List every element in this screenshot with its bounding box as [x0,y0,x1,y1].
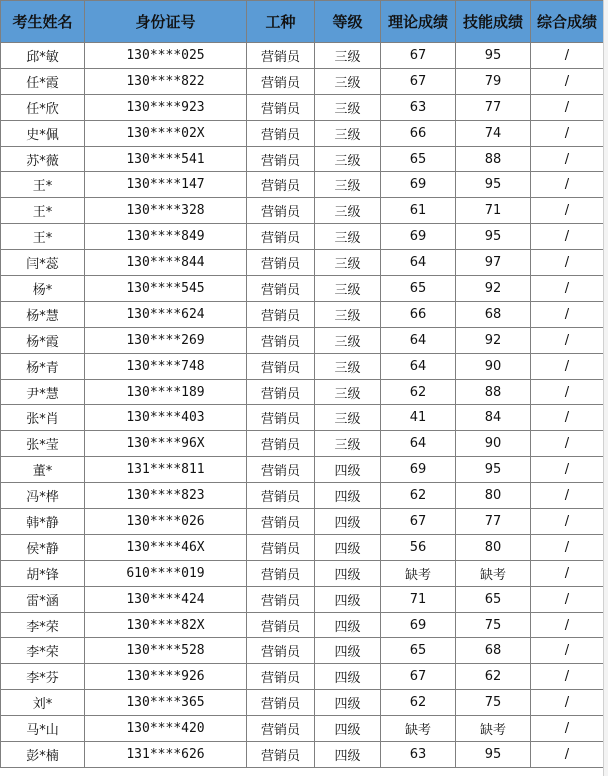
cell-level[interactable]: 四级 [315,638,381,664]
cell-overall-score[interactable]: / [531,120,604,146]
cell-skill-score[interactable]: 62 [456,664,531,690]
cell-name[interactable]: 史*佩 [1,120,85,146]
cell-job-type[interactable]: 营销员 [247,638,315,664]
cell-job-type[interactable]: 营销员 [247,509,315,535]
cell-name[interactable]: 杨*霞 [1,327,85,353]
cell-id-number[interactable]: 130****025 [85,43,247,69]
cell-name[interactable]: 张*莹 [1,431,85,457]
cell-id-number[interactable]: 130****849 [85,224,247,250]
cell-skill-score[interactable]: 97 [456,250,531,276]
cell-name[interactable]: 李*芬 [1,664,85,690]
cell-name[interactable]: 王* [1,224,85,250]
cell-name[interactable]: 尹*慧 [1,379,85,405]
table-row [1,198,604,224]
cell-name[interactable]: 王* [1,198,85,224]
cell-level[interactable]: 三级 [315,198,381,224]
table-row [1,664,604,690]
cell-level[interactable]: 三级 [315,146,381,172]
table-row [1,509,604,535]
cell-level[interactable]: 三级 [315,405,381,431]
cell-id-number[interactable]: 130****545 [85,276,247,302]
cell-level[interactable]: 三级 [315,379,381,405]
cell-overall-score[interactable]: / [531,353,604,379]
cell-name[interactable]: 胡*锋 [1,560,85,586]
cell-theory-score[interactable]: 64 [381,353,456,379]
table-row [1,638,604,664]
cell-job-type[interactable]: 营销员 [247,224,315,250]
table-body [1,43,604,768]
cell-theory-score[interactable]: 缺考 [381,716,456,742]
cell-id-number[interactable]: 130****96X [85,431,247,457]
table-row [1,431,604,457]
cell-theory-score[interactable]: 65 [381,638,456,664]
cell-skill-score[interactable]: 95 [456,43,531,69]
cell-name[interactable]: 王* [1,172,85,198]
cell-job-type[interactable]: 营销员 [247,94,315,120]
cell-level[interactable]: 四级 [315,664,381,690]
cell-level[interactable]: 四级 [315,586,381,612]
cell-level[interactable]: 三级 [315,353,381,379]
cell-level[interactable]: 四级 [315,457,381,483]
cell-id-number[interactable]: 130****82X [85,612,247,638]
cell-id-number[interactable]: 130****624 [85,301,247,327]
table-row [1,353,604,379]
cell-name[interactable]: 韩*静 [1,509,85,535]
cell-overall-score[interactable]: / [531,43,604,69]
cell-job-type[interactable]: 营销员 [247,690,315,716]
cell-theory-score[interactable]: 69 [381,224,456,250]
cell-skill-score[interactable]: 88 [456,379,531,405]
cell-overall-score[interactable]: / [531,198,604,224]
cell-skill-score[interactable]: 80 [456,534,531,560]
cell-name[interactable]: 杨*青 [1,353,85,379]
table-row [1,405,604,431]
cell-name[interactable]: 邱*敏 [1,43,85,69]
cell-level[interactable]: 四级 [315,560,381,586]
cell-overall-score[interactable]: / [531,664,604,690]
cell-job-type[interactable]: 营销员 [247,276,315,302]
cell-job-type[interactable]: 营销员 [247,172,315,198]
cell-level[interactable]: 四级 [315,509,381,535]
cell-id-number[interactable]: 130****02X [85,120,247,146]
cell-level[interactable]: 四级 [315,690,381,716]
header-skill-score[interactable]: 技能成绩 [456,1,531,43]
table-row [1,68,604,94]
cell-job-type[interactable]: 营销员 [247,742,315,768]
cell-skill-score[interactable]: 92 [456,327,531,353]
cell-overall-score[interactable]: / [531,68,604,94]
table-row [1,690,604,716]
cell-overall-score[interactable]: / [531,146,604,172]
cell-level[interactable]: 三级 [315,276,381,302]
cell-name[interactable]: 苏*薇 [1,146,85,172]
header-name[interactable]: 考生姓名 [1,1,85,43]
cell-name[interactable]: 彭*楠 [1,742,85,768]
cell-name[interactable]: 侯*静 [1,534,85,560]
header-overall-score[interactable]: 综合成绩 [531,1,604,43]
cell-theory-score[interactable]: 缺考 [381,560,456,586]
cell-level[interactable]: 三级 [315,94,381,120]
cell-id-number[interactable]: 130****541 [85,146,247,172]
cell-skill-score[interactable]: 77 [456,94,531,120]
cell-id-number[interactable]: 610****019 [85,560,247,586]
cell-overall-score[interactable]: / [531,560,604,586]
cell-overall-score[interactable]: / [531,172,604,198]
cell-job-type[interactable]: 营销员 [247,198,315,224]
cell-job-type[interactable]: 营销员 [247,43,315,69]
cell-job-type[interactable]: 营销员 [247,327,315,353]
cell-job-type[interactable]: 营销员 [247,457,315,483]
cell-level[interactable]: 四级 [315,534,381,560]
table-row [1,379,604,405]
cell-id-number[interactable]: 130****365 [85,690,247,716]
cell-id-number[interactable]: 130****926 [85,664,247,690]
cell-job-type[interactable]: 营销员 [247,716,315,742]
cell-id-number[interactable]: 130****46X [85,534,247,560]
cell-theory-score[interactable]: 41 [381,405,456,431]
cell-id-number[interactable]: 130****748 [85,353,247,379]
cell-name[interactable]: 任*霞 [1,68,85,94]
cell-name[interactable]: 张*肖 [1,405,85,431]
cell-level[interactable]: 三级 [315,301,381,327]
cell-skill-score[interactable]: 缺考 [456,560,531,586]
cell-id-number[interactable]: 131****811 [85,457,247,483]
cell-job-type[interactable]: 营销员 [247,612,315,638]
table-row [1,586,604,612]
cell-theory-score[interactable]: 69 [381,457,456,483]
cell-skill-score[interactable]: 84 [456,405,531,431]
cell-skill-score[interactable]: 缺考 [456,716,531,742]
cell-job-type[interactable]: 营销员 [247,120,315,146]
table-row [1,457,604,483]
cell-level[interactable]: 三级 [315,327,381,353]
table-row [1,224,604,250]
cell-overall-score[interactable]: / [531,457,604,483]
cell-level[interactable]: 四级 [315,483,381,509]
table-row [1,94,604,120]
cell-name[interactable]: 马*山 [1,716,85,742]
cell-skill-score[interactable]: 90 [456,353,531,379]
cell-name[interactable]: 任*欣 [1,94,85,120]
cell-name[interactable]: 雷*涵 [1,586,85,612]
table-row [1,534,604,560]
cell-job-type[interactable]: 营销员 [247,586,315,612]
cell-name[interactable]: 李*荣 [1,612,85,638]
cell-theory-score[interactable]: 69 [381,612,456,638]
cell-overall-score[interactable]: / [531,276,604,302]
cell-id-number[interactable]: 130****823 [85,483,247,509]
table-row [1,146,604,172]
cell-id-number[interactable]: 130****844 [85,250,247,276]
cell-overall-score[interactable]: / [531,690,604,716]
cell-level[interactable]: 三级 [315,431,381,457]
table-row [1,560,604,586]
cell-skill-score[interactable]: 75 [456,690,531,716]
cell-name[interactable]: 杨* [1,276,85,302]
cell-skill-score[interactable]: 65 [456,586,531,612]
cell-skill-score[interactable]: 79 [456,68,531,94]
cell-skill-score[interactable]: 95 [456,172,531,198]
cell-theory-score[interactable]: 62 [381,690,456,716]
cell-overall-score[interactable]: / [531,716,604,742]
cell-name[interactable]: 闫*蕊 [1,250,85,276]
cell-theory-score[interactable]: 62 [381,483,456,509]
table-row [1,172,604,198]
table-row [1,276,604,302]
cell-overall-score[interactable]: / [531,94,604,120]
cell-overall-score[interactable]: / [531,224,604,250]
cell-job-type[interactable]: 营销员 [247,353,315,379]
cell-overall-score[interactable]: / [531,301,604,327]
cell-theory-score[interactable]: 71 [381,586,456,612]
table-row [1,327,604,353]
cell-theory-score[interactable]: 61 [381,198,456,224]
table-row [1,250,604,276]
cell-overall-score[interactable]: / [531,379,604,405]
cell-id-number[interactable]: 130****328 [85,198,247,224]
header-row [1,1,604,43]
cell-overall-score[interactable]: / [531,509,604,535]
cell-skill-score[interactable]: 92 [456,276,531,302]
cell-overall-score[interactable]: / [531,431,604,457]
cell-job-type[interactable]: 营销员 [247,405,315,431]
cell-name[interactable]: 冯*桦 [1,483,85,509]
cell-job-type[interactable]: 营销员 [247,301,315,327]
table-row [1,716,604,742]
cell-job-type[interactable]: 营销员 [247,534,315,560]
cell-id-number[interactable]: 130****147 [85,172,247,198]
cell-skill-score[interactable]: 74 [456,120,531,146]
cell-overall-score[interactable]: / [531,742,604,768]
cell-id-number[interactable]: 131****626 [85,742,247,768]
cell-name[interactable]: 刘* [1,690,85,716]
cell-skill-score[interactable]: 68 [456,301,531,327]
cell-overall-score[interactable]: / [531,483,604,509]
cell-job-type[interactable]: 营销员 [247,379,315,405]
header-id-number[interactable]: 身份证号 [85,1,247,43]
cell-skill-score[interactable]: 95 [456,742,531,768]
cell-theory-score[interactable]: 67 [381,509,456,535]
cell-theory-score[interactable]: 62 [381,379,456,405]
cell-theory-score[interactable]: 64 [381,327,456,353]
table-row [1,301,604,327]
cell-name[interactable]: 董* [1,457,85,483]
cell-skill-score[interactable]: 68 [456,638,531,664]
table-row [1,742,604,768]
cell-theory-score[interactable]: 66 [381,301,456,327]
cell-skill-score[interactable]: 75 [456,612,531,638]
cell-theory-score[interactable]: 69 [381,172,456,198]
cell-overall-score[interactable]: / [531,638,604,664]
cell-overall-score[interactable]: / [531,327,604,353]
cell-job-type[interactable]: 营销员 [247,664,315,690]
cell-level[interactable]: 三级 [315,250,381,276]
cell-name[interactable]: 杨*慧 [1,301,85,327]
cell-theory-score[interactable]: 63 [381,742,456,768]
header-job-type[interactable]: 工种 [247,1,315,43]
cell-overall-score[interactable]: / [531,586,604,612]
scroll-edge [603,0,608,776]
cell-theory-score[interactable]: 63 [381,94,456,120]
cell-overall-score[interactable]: / [531,534,604,560]
cell-theory-score[interactable]: 64 [381,431,456,457]
cell-id-number[interactable]: 130****026 [85,509,247,535]
table-row [1,612,604,638]
cell-theory-score[interactable]: 56 [381,534,456,560]
cell-theory-score[interactable]: 67 [381,664,456,690]
cell-level[interactable]: 三级 [315,43,381,69]
cell-level[interactable]: 三级 [315,68,381,94]
cell-id-number[interactable]: 130****403 [85,405,247,431]
cell-level[interactable]: 四级 [315,612,381,638]
cell-overall-score[interactable]: / [531,250,604,276]
cell-id-number[interactable]: 130****420 [85,716,247,742]
cell-theory-score[interactable]: 67 [381,68,456,94]
cell-id-number[interactable]: 130****923 [85,94,247,120]
cell-id-number[interactable]: 130****189 [85,379,247,405]
cell-theory-score[interactable]: 66 [381,120,456,146]
cell-skill-score[interactable]: 71 [456,198,531,224]
cell-level[interactable]: 四级 [315,716,381,742]
cell-level[interactable]: 四级 [315,742,381,768]
cell-id-number[interactable]: 130****822 [85,68,247,94]
cell-job-type[interactable]: 营销员 [247,560,315,586]
cell-theory-score[interactable]: 64 [381,250,456,276]
table-row [1,483,604,509]
table-row [1,43,604,69]
header-theory-score[interactable]: 理论成绩 [381,1,456,43]
cell-job-type[interactable]: 营销员 [247,431,315,457]
cell-overall-score[interactable]: / [531,612,604,638]
cell-level[interactable]: 三级 [315,172,381,198]
header-level[interactable]: 等级 [315,1,381,43]
cell-skill-score[interactable]: 95 [456,224,531,250]
cell-id-number[interactable]: 130****269 [85,327,247,353]
cell-theory-score[interactable]: 67 [381,43,456,69]
cell-skill-score[interactable]: 90 [456,431,531,457]
cell-skill-score[interactable]: 77 [456,509,531,535]
cell-skill-score[interactable]: 88 [456,146,531,172]
cell-job-type[interactable]: 营销员 [247,250,315,276]
cell-level[interactable]: 三级 [315,224,381,250]
cell-name[interactable]: 李*荣 [1,638,85,664]
table-row [1,120,604,146]
cell-theory-score[interactable]: 65 [381,276,456,302]
cell-theory-score[interactable]: 65 [381,146,456,172]
cell-job-type[interactable]: 营销员 [247,68,315,94]
cell-id-number[interactable]: 130****528 [85,638,247,664]
cell-id-number[interactable]: 130****424 [85,586,247,612]
cell-skill-score[interactable]: 80 [456,483,531,509]
cell-level[interactable]: 三级 [315,120,381,146]
cell-job-type[interactable]: 营销员 [247,146,315,172]
cell-overall-score[interactable]: / [531,405,604,431]
cell-skill-score[interactable]: 95 [456,457,531,483]
cell-job-type[interactable]: 营销员 [247,483,315,509]
